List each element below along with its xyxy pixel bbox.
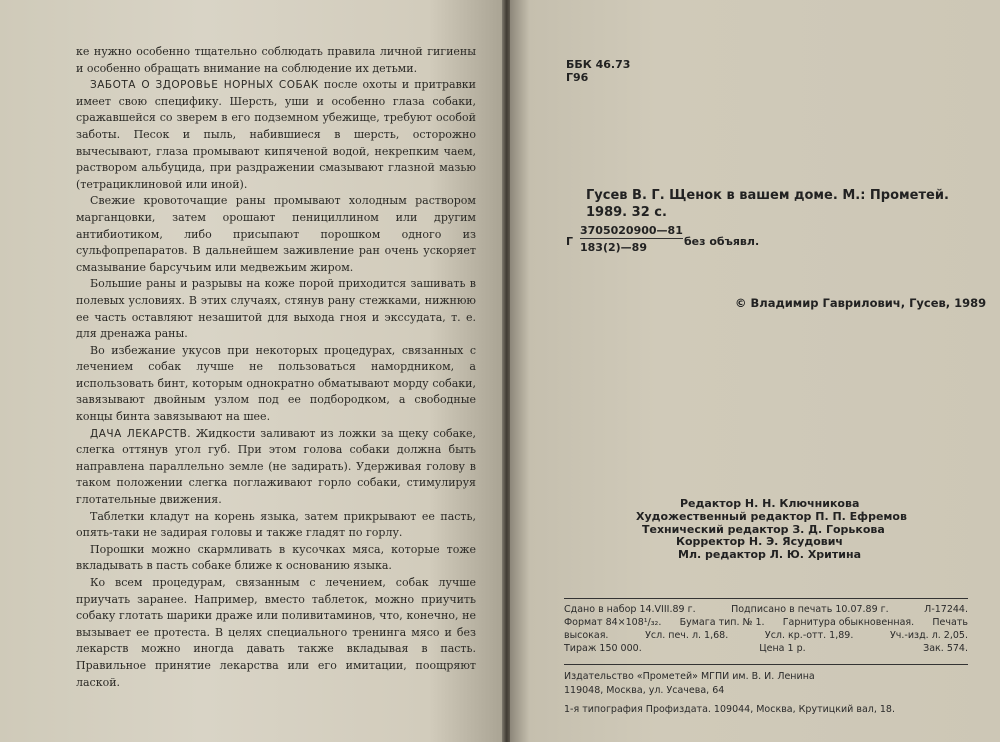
imprint-row [564, 603, 968, 616]
paragraph [76, 575, 476, 691]
imprint-cell: Цена 1 р. [759, 643, 806, 654]
paragraph-text: ке нужно особенно тщательно соблюдать правила личной гигиены и особенно обращать внимание на соблюдение их детьми. [76, 45, 476, 75]
imprint-cell: Тираж 150 000. [564, 643, 642, 654]
divider-bottom [564, 664, 968, 665]
paragraph-text: после охоты и притравки имеет свою специфику. Шерсть, уши и особенно глаза собаки, сражавшейся со зверем в его подземном убежище, требуют особой заботы. Песок и пыль, набившиеся в шерсть, осторожно вычесывают, глаза промывают кипяченой водой, некрепким чаем, раствором альбуцида, при раздражении смазывают глазной мазью (тетрациклиновой или иной). [76, 78, 477, 191]
paragraph [76, 77, 476, 193]
publisher-info [564, 670, 968, 717]
copyright-notice: © Владимир Гаврилович, Гусев, 1989 [735, 296, 987, 310]
publisher-line: 1-я типография Профиздата. 109044, Москва, Крутицкий вал, 18. [564, 704, 895, 715]
paragraph [76, 343, 476, 426]
g-fraction [580, 224, 683, 254]
imprint-cell: Печать [932, 617, 968, 628]
paragraph-text: Свежие кровоточащие раны промывают холодным раствором марганцовки, затем орошают пенициллином или другим антибиотиком, либо присыпают порошком одного из сульфопрепаратов. В дальнейшем заживление ран очень ускоряет смазывание барсучьим или медвежьим жиром. [76, 194, 476, 274]
g-tail: без объявл. [684, 235, 760, 248]
g-denominator: 183(2)—89 [580, 241, 647, 254]
divider-top [564, 598, 968, 599]
imprint-cell: Сдано в набор 14.VIII.89 г. [564, 604, 696, 615]
paragraph-text: Ко всем процедурам, связанным с лечением, собак лучше приучать заранее. Например, вместо таблеток, можно приучить собаку глотать шарики драже или поливитаминов, что, конечно, не вызывает ее протеста. В целях специального тренинга мясо и без лекарств можно иногда давать также вкладывая в пасть. Правильное принятие лекарства или его имитации, поощряют лаской. [76, 576, 476, 689]
g-letter: Г [566, 235, 574, 248]
paragraph [76, 426, 476, 509]
imprint-row [564, 616, 968, 629]
paragraph [76, 193, 476, 276]
paragraph [76, 44, 476, 77]
imprint-row [564, 642, 968, 655]
section-heading: ДАЧА ЛЕКАРСТВ. [90, 427, 192, 440]
g-numerator: 3705020900—81 [580, 224, 683, 237]
imprint-cell: Уч.-изд. л. 2,05. [890, 630, 968, 641]
imprint-cell: Гарнитура обыкновенная. [782, 617, 915, 628]
editor-line: Технический редактор З. Д. Горькова [642, 522, 885, 536]
editors-list [636, 498, 907, 562]
editor-line: Корректор Н. Э. Ясудович [676, 535, 843, 549]
imprint-cell: Зак. 574. [923, 643, 968, 654]
bibliographic-citation: Гусев В. Г. Щенок в вашем доме. М.: Прометей. 1989. 32 с. [586, 188, 949, 220]
imprint-cell: Л-17244. [924, 604, 968, 615]
imprint-cell: Формат 84×108¹/₃₂. [564, 617, 662, 628]
paragraph [76, 509, 476, 542]
imprint-cell: Бумага тип. № 1. [679, 617, 765, 628]
editor-line: Мл. редактор Л. Ю. Хритина [678, 548, 861, 562]
paragraph [76, 276, 476, 342]
author-mark: Г96 [566, 71, 589, 84]
imprint-cell: Усл. кр.-отт. 1,89. [764, 630, 854, 641]
publisher-line: 119048, Москва, ул. Усачева, 64 [564, 684, 725, 696]
editor-line: Художественный редактор П. П. Ефремов [636, 509, 907, 523]
bbk-index [566, 58, 630, 84]
imprint-cell: Усл. печ. л. 1,68. [645, 630, 729, 641]
paragraph-text: Порошки можно скармливать в кусочках мяса, которые тоже вкладывать в пасть собаке ближе к основанию языка. [76, 542, 476, 573]
imprint-cell: высокая. [564, 630, 609, 641]
paragraph-text: Таблетки кладут на корень языка, затем прикрывают ее пасть, опять-таки не задирая головы и также гладят по горлу. [76, 509, 476, 540]
paragraph-text: Во избежание укусов при некоторых процедурах, связанных с лечением собак лучше не пользоваться намордником, а использовать бинт, которым однократно обматывают морду собаки, завязывают двойным узлом под ее подбородком, а свободные концы бинта завязывают на шее. [76, 343, 476, 424]
print-imprint [564, 603, 968, 655]
left-page-text [76, 44, 476, 691]
bbk-code: ББК 46.73 [566, 58, 631, 71]
editor-line: Редактор Н. Н. Ключникова [680, 497, 860, 510]
paragraph-text: Жидкости заливают из ложки за щеку собаке, слегка оттянув угол губ. При этом голова собаки должна быть направлена параллельно земле (не задирать). Удерживая голову в таком положении слегка поглаживают горло собаки, стимулируя глотательные движения. [76, 426, 477, 507]
paragraph-text: Большие раны и разрывы на коже порой приходится зашивать в полевых условиях. В этих случаях, стянув рану стежками, нижнюю ее часть оставляют незашитой для выхода гноя и экссудата, т. е. для дренажа раны. [76, 277, 476, 341]
publisher-line: Издательство «Прометей» МГПИ им. В. И. Ленина [564, 671, 815, 682]
section-heading: ЗАБОТА О ЗДОРОВЬЕ НОРНЫХ СОБАК [90, 79, 319, 92]
imprint-cell: Подписано в печать 10.07.89 г. [731, 604, 889, 615]
paragraph [76, 542, 476, 575]
imprint-row [564, 629, 968, 642]
